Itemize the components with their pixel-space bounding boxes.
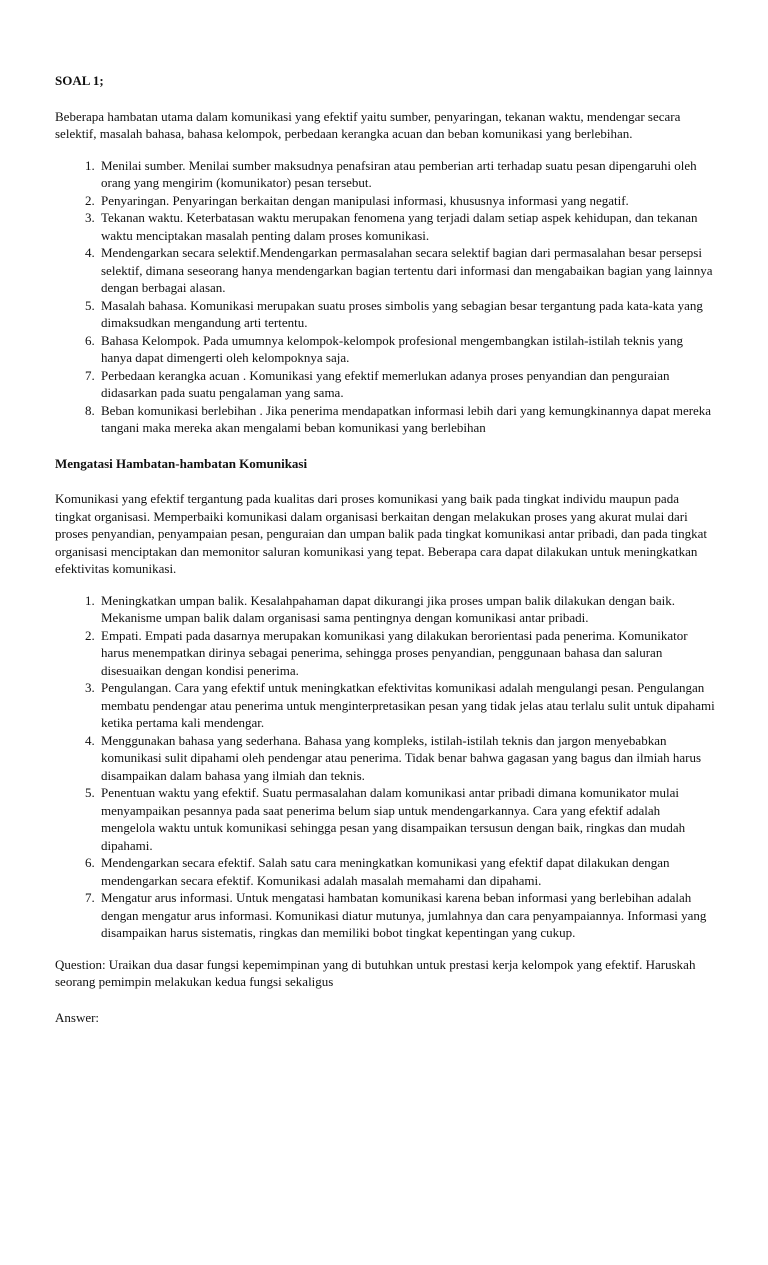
- list-item: 3. Tekanan waktu. Keterbatasan waktu merupakan fenomena yang terjadi dalam setiap aspek kehidupan, dan tekanan waktu menciptakan masalah penting dalam proses komunikasi.: [98, 209, 715, 244]
- mengatasi-paragraph: Komunikasi yang efektif tergantung pada kualitas dari proses komunikasi yang baik pada tingkat individu maupun pada tingkat organisasi. Memperbaiki komunikasi dalam organisasi berkaitan dengan melakukan proses yang akurat mulai dari proses penyandian, penyampaian pesan, penguraian dan umpan balik pada tingkat komunikasi antar pribadi, dan pada tingkat organisasi menciptakan dan memonitor saluran komunikasi yang tepat. Beberapa cara dapat dilakukan untuk meningkatkan efektivitas komunikasi.: [55, 491, 707, 576]
- list-item: 7. Perbedaan kerangka acuan . Komunikasi yang efektif memerlukan adanya proses penyandian dan penguraian didasarkan pada suatu pengalaman yang sama.: [98, 367, 715, 402]
- list-item: 1. Menilai sumber. Menilai sumber maksudnya penafsiran atau pemberian arti terhadap suatu pesan dipengaruhi oleh orang yang mengirim (komunikator) pesan tersebut.: [98, 157, 715, 192]
- answer-label: Answer:: [55, 1009, 100, 1025]
- list-item: 5. Penentuan waktu yang efektif. Suatu permasalahan dalam komunikasi antar pribadi dimana komunikator mulai menyampaikan pesannya pada saat penerima belum siap untuk mendengarkannya. Cara yang efektif adalah mengelola waktu untuk komunikasi sehingga pesan yang disampaikan tersusun dengan baik, ringkas dan mudah dipahami.: [98, 784, 715, 854]
- list-item: 1. Meningkatkan umpan balik. Kesalahpahaman dapat dikurangi jika proses umpan balik dilakukan dengan baik. Mekanisme umpan balik dalam organisasi sama pentingnya dengan komunikasi antar pribadi.: [98, 592, 715, 627]
- soal-title: SOAL 1;: [55, 73, 104, 88]
- question-paragraph: Question: Uraikan dua dasar fungsi kepemimpinan yang di butuhkan untuk prestasi kerja kelompok yang efektif. Haruskah seorang pemimpin melakukan kedua fungsi sekaligus: [55, 956, 696, 989]
- list-item: 8. Beban komunikasi berlebihan . Jika penerima mendapatkan informasi lebih dari yang kemungkinannya dapat mereka tangani maka mereka akan mengalami beban komunikasi yang berlebihan: [98, 402, 715, 437]
- list-item: 2. Penyaringan. Penyaringan berkaitan dengan manipulasi informasi, khususnya informasi yang negatif.: [98, 192, 715, 210]
- list-item: 3. Pengulangan. Cara yang efektif untuk meningkatkan efektivitas komunikasi adalah mengulangi pesan. Pengulangan membatu pendengar atau penerima untuk menginterpretasikan pesan yang tidak jelas atau terlalu sulit untuk dipahami ketika pertama kali mendengar.: [98, 679, 715, 732]
- mengatasi-heading: Mengatasi Hambatan-hambatan Komunikasi: [55, 455, 308, 471]
- list-item: 6. Bahasa Kelompok. Pada umumnya kelompok-kelompok profesional mengembangkan istilah-istilah teknis yang hanya dapat dimengerti oleh kelompoknya saja.: [98, 332, 715, 367]
- document-page: [55, 72, 715, 1026]
- list-item: 4. Mendengarkan secara selektif.Mendengarkan permasalahan secara selektif bagian dari permasalahan besar persepsi selektif, dimana seseorang hanya mendengarkan bagian tertentu dari informasi dan mengabaikan bagian yang lainnya dengan berbagai alasan.: [98, 244, 715, 297]
- hambatan-list: [55, 157, 715, 437]
- list-item: 6. Mendengarkan secara efektif. Salah satu cara meningkatkan komunikasi yang efektif dapat dilakukan dengan mendengarkan secara efektif. Komunikasi adalah masalah memahami dan dipahami.: [98, 854, 715, 889]
- cara-list: [55, 592, 715, 942]
- list-item: 7. Mengatur arus informasi. Untuk mengatasi hambatan komunikasi karena beban informasi yang berlebihan adalah dengan mengatur arus informasi. Komunikasi diatur mutunya, jumlahnya dan cara penyampaiannya. Informasi yang disampaikan harus sistematis, ringkas dan memiliki bobot tingkat kepentingan yang cukup.: [98, 889, 715, 942]
- intro-paragraph: Beberapa hambatan utama dalam komunikasi yang efektif yaitu sumber, penyaringan, tekanan waktu, mendengar secara selektif, masalah bahasa, bahasa kelompok, perbedaan kerangka acuan dan beban komunikasi yang berlebihan.: [55, 108, 681, 141]
- list-item: 5. Masalah bahasa. Komunikasi merupakan suatu proses simbolis yang sebagian besar tergantung pada kata-kata yang dimaksudkan mengandung arti tertentu.: [98, 297, 715, 332]
- list-item: 4. Menggunakan bahasa yang sederhana. Bahasa yang kompleks, istilah-istilah teknis dan jargon menyebabkan komunikasi sulit dipahami oleh pendengar atau penerima. Tidak benar bahwa gagasan yang bagus dan ilmiah harus disampaikan dalam bahasa yang ilmiah dan teknis.: [98, 732, 715, 785]
- list-item: 2. Empati. Empati pada dasarnya merupakan komunikasi yang dilakukan berorientasi pada penerima. Komunikator harus menempatkan dirinya sebagai penerima, sehingga proses penyandian, penggunaan bahasa dan saluran disesuaikan dengan kondisi penerima.: [98, 627, 715, 680]
